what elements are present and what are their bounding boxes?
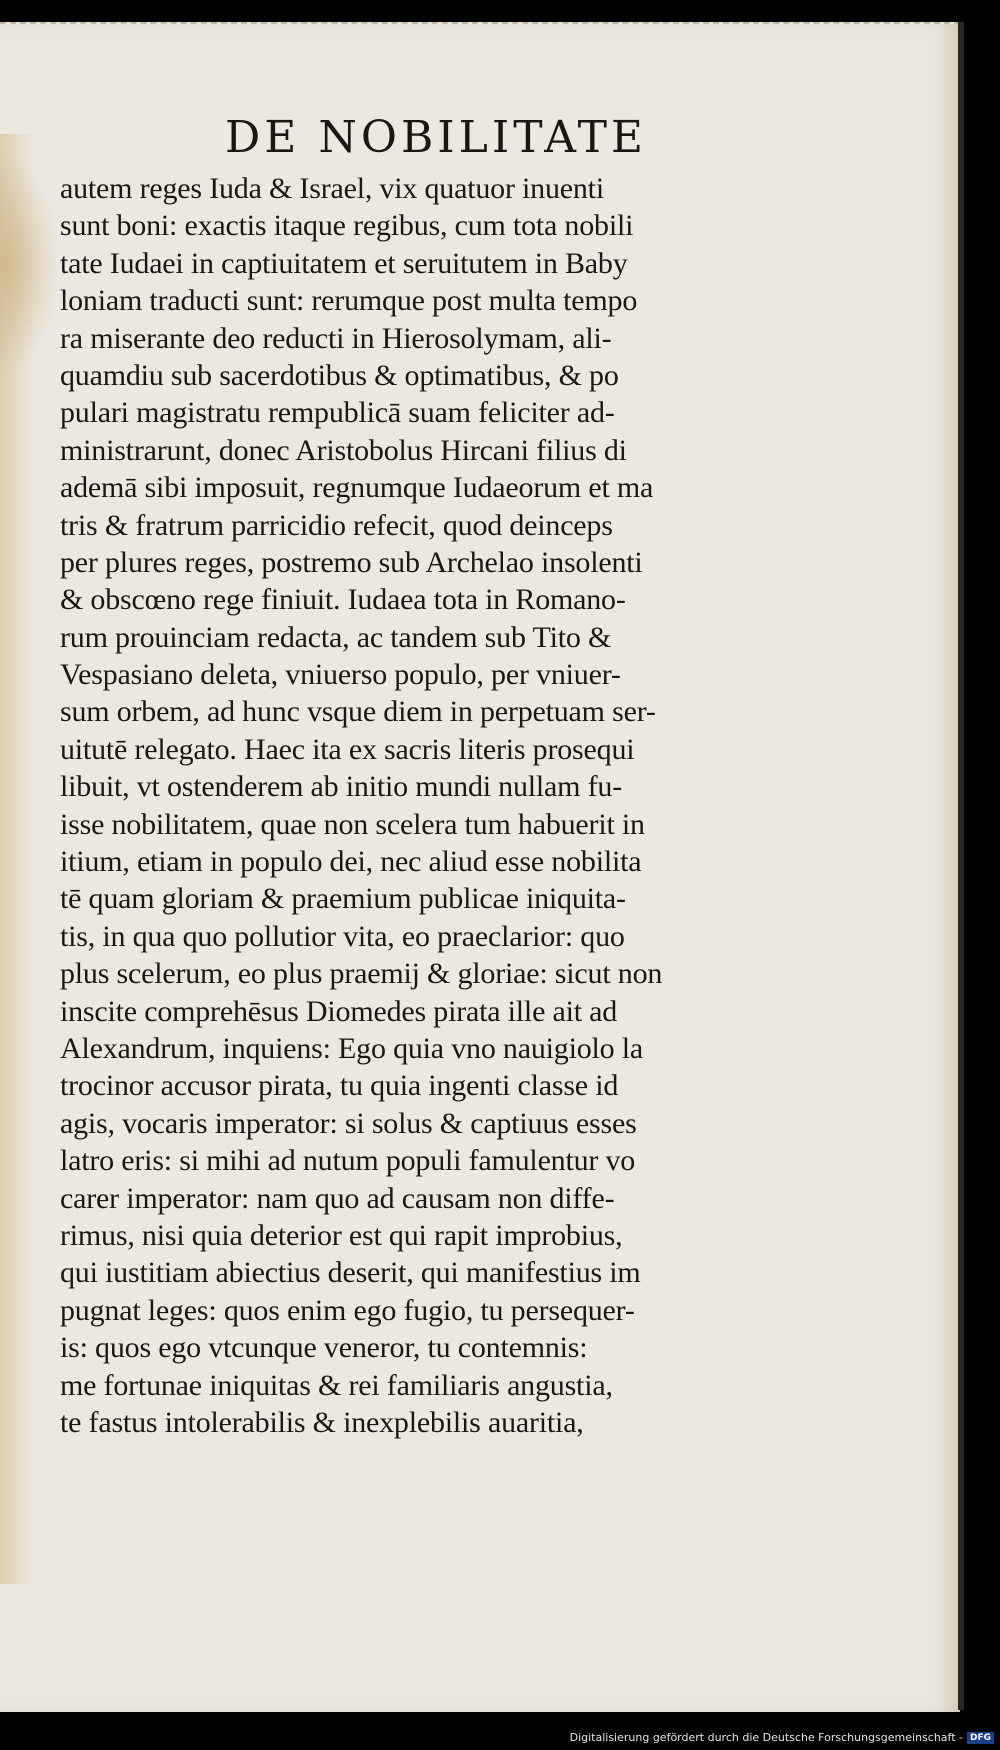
text-line: sunt boni: exactis itaque regibus, cum tota nobili [60, 209, 634, 243]
page-edge [958, 22, 964, 1710]
running-header: DE NOBILITATE [225, 112, 648, 163]
book-page [0, 22, 960, 1712]
text-line: carer imperator: nam quo ad causam non diffe- [60, 1181, 615, 1215]
text-line: tis, in qua quo pollutior vita, eo praeclarior: quo [60, 919, 625, 953]
text-line: per plures reges, postremo sub Archelao insolenti [60, 545, 643, 579]
text-line: tate Iudaei in captiuitatem et seruitutem in Baby [60, 246, 628, 280]
dfg-logo: DFG [967, 1732, 994, 1744]
text-line: sum orbem, ad hunc vsque diem in perpetuam ser- [60, 695, 656, 729]
text-line: te fastus intolerabilis & inexplebilis auaritia, [60, 1405, 584, 1439]
text-line: ademā sibi imposuit, regnumque Iudaeorum et ma [60, 471, 654, 505]
text-line: qui iustitiam abiectius deserit, qui manifestius im [60, 1256, 641, 1290]
text-line: autem reges Iuda & Israel, vix quatuor inuenti [60, 172, 604, 205]
text-line: itium, etiam in populo dei, nec aliud esse nobilita [60, 845, 642, 879]
text-line: is: quos ego vtcunque veneror, tu contemnis: [60, 1331, 588, 1365]
text-line: ra miserante deo reducti in Hierosolymam, ali- [60, 321, 612, 355]
text-line: & obscœno rege finiuit. Iudaea tota in Romano- [60, 583, 626, 617]
text-line: libuit, vt ostenderem ab initio mundi nullam fu- [60, 770, 622, 804]
digitization-credit [570, 1731, 994, 1744]
page-text-block [60, 170, 820, 1441]
page-stain-spot [0, 154, 60, 374]
text-line: pulari magistratu rempublicā suam feliciter ad- [60, 396, 615, 430]
text-line: rimus, nisi quia deterior est qui rapit improbius, [60, 1218, 623, 1252]
credit-text: Digitalisierung gefördert durch die Deutsche Forschungsgemeinschaft - [569, 1731, 963, 1744]
text-line: rum prouinciam redacta, ac tandem sub Tito & [60, 620, 612, 654]
text-line: Vespasiano deleta, vniuerso populo, per vniuer- [60, 658, 621, 692]
text-line: latro eris: si mihi ad nutum populi famulentur vo [60, 1144, 636, 1178]
text-line: inscite comprehēsus Diomedes pirata ille ait ad [60, 994, 618, 1028]
text-line: uitutē relegato. Haec ita ex sacris literis prosequi [60, 732, 635, 766]
text-line: pugnat leges: quos enim ego fugio, tu persequer- [60, 1293, 635, 1327]
text-line: agis, vocaris imperator: si solus & captiuus esses [60, 1106, 637, 1140]
text-line: tē quam gloriam & praemium publicae iniquita- [60, 882, 626, 916]
text-line: Alexandrum, inquiens: Ego quia vno nauigiolo la [60, 1031, 643, 1065]
text-line: isse nobilitatem, quae non scelera tum habuerit in [60, 807, 645, 841]
text-line: tris & fratrum parricidio refecit, quod deinceps [60, 508, 613, 542]
text-line: plus scelerum, eo plus praemij & gloriae: sicut non [60, 957, 663, 991]
text-line: quamdiu sub sacerdotibus & optimatibus, & po [60, 358, 619, 392]
text-line: loniam traducti sunt: rerumque post multa tempo [60, 284, 638, 318]
text-line: trocinor accusor pirata, tu quia ingenti classe id [60, 1069, 619, 1103]
text-line: ministrarunt, donec Aristobolus Hircani filius di [60, 433, 627, 467]
text-line: me fortunae iniquitas & rei familiaris angustia, [60, 1368, 613, 1402]
